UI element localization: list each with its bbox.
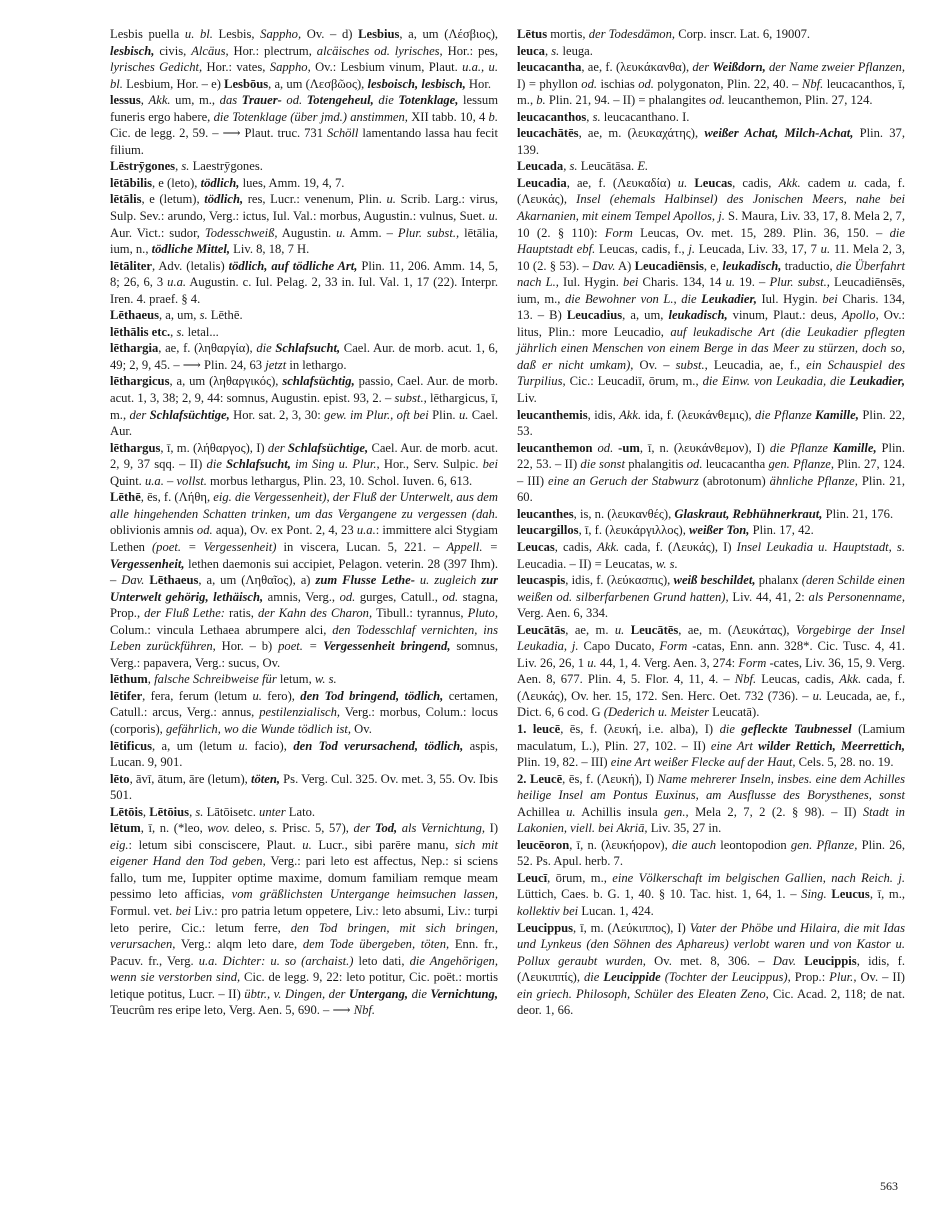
dictionary-entry-letificus: lētificus, a, um (letum u. facio), den Tod verursachend, tödlich, aspis, Lucan. 9, 901. [110,738,499,770]
dictionary-entry-lethargia: lēthargia, ae, f. (ληθαργία), die Schlafsucht, Cael. Aur. de morb. acut. 1, 6, 49; 2, 9, 45. – ⟶ Plin. 24, 63 jetzt in lethargo. [110,341,498,372]
dictionary-entry-lethe: Lēthē, ēs, f. (Λήθη, eig. die Vergessenheit), der Fluß der Unterwelt, aus dem alle hingehenden Schatten trinken, um das Vergangene zu vergessen (dah. oblivionis amnis od. aqua), Ov. ex Pont. 2, 4, 23 u.a.: immittere alci Stygiam Lethen (poet. = Vergessenheit) in viscera, Lucan. 5, 221. – Appell. = Vergessenheit, lethen daemonis sui accipiet, Pelagon. veterin. 28 (397 Ihm). – Dav. Lēthaeus, a, um (Ληθαῖος), a) zum Flusse Lethe- u. zugleich zur Unterwelt gehörig, lethäisch, amnis, Verg., od. gurges, Catull., od. stagna, Prop., der Fluß Lethe: ratis, der Kahn des Charon, Tibull.: tyrannus, Pluto, Colum.: vincula Lethaea abrumpere alci, den Todesschlaf vernichten, ins Leben zurückführen, Hor. – b) poet. = Vergessenheit bringend, somnus, Verg.: papavera, Verg.: sucus, Ov. [110,490,499,670]
dictionary-entry-leucada: Leucada, s. Leucātāsa. E. [517,159,649,174]
dictionary-entry-leucas: Leucas, cadis, Akk. cada, f. (Λευκάς), I) Insel Leukadia u. Hauptstadt, s. Leucadia. – II) = Leucatas, w. s. [517,539,905,571]
dictionary-entry-lethargus: lēthargus, ī, m. (λήθαργος), I) der Schlafsüchtige, Cael. Aur. de morb. acut. 2, 9, 37 sqq. – II) die Schlafsucht, im Sing u. Plur., Hor., Serv. Sulpic. bei Quint. u.a. – vollst. morbus lethargus, Plin. 23, 10. Schol. Iuven. 6, 613. [110,440,498,488]
dictionary-entry-letois: Lētōis, Lētōius, s. Lātōisetc. unter Lato. [110,804,316,819]
right-column [517,26,905,1019]
dictionary-entry-leuce1: 1. leucē, ēs, f. (λευκή, i.e. alba), I) die gefleckte Taubnessel (Lamium maculatum, L.), Plin. 27, 102. – II) eine Art wilder Rettich, Meerrettich, Plin. 19, 82. – III) eine Art weißer Flecke auf der Haut, Cels. 5, 28. no. 19. [517,721,905,770]
dictionary-entry-leucanthemis: leucanthemis, idis, Akk. ida, f. (λευκάνθεμις), die Pflanze Kamille, Plin. 22, 53. [517,407,905,439]
left-column [110,26,498,1019]
dictionary-entry-letifer: lētifer, fera, ferum (letum u. fero), den Tod bringend, tödlich, certamen, Catull.: arcus, Verg.: annus, pestilenzialisch, Verg.: morbus, Colum.: locus (corporis), gefährlich, wo die Wunde tödlich ist, Ov. [110,688,499,736]
dictionary-entry-leucacantha: leucacantha, ae, f. (λευκάκανθα), der Weißdorn, der Name zweier Pflanzen, I) = phyllon od. ischias od. polygonaton, Plin. 22, 40. – Nbf. leucacanthos, ī, m., b. Plin. 21, 94. – II) = phalangites od. leucanthemon, Plin. 27, 124. [517,60,905,108]
dictionary-entry-letum: lētum, ī, n. (*leo, wov. deleo, s. Prisc. 5, 57), der Tod, als Vernichtung, I) eig.: letum sibi consciscere, Plaut. u. Lucr., sibi parēre manu, sich mit eigener Hand den Tod geben, Verg.: pari leto est affectus, Nep.: si sciens fallo, tum me, Iuppiter optime maxime, domum familiam remque meam pessimo leto afficias, vom gräßlichsten Untergange heimsuchen lassen, Formul. vet. bei Liv.: pro patria letum oppetere, Liv.: leto absumi, Liv.: turpi leto perire, Cic.: letum ferre, den Tod bringen, mit sich bringen, verursachen, Verg.: alqm leto dare, dem Tode übergeben, töten, Enn. fr., Pacuv. fr., Verg. u.a. Dichter: u. so (archaist.) leto dati, die Angehörigen, wenn sie verstorben sind, Cic. de legg. 9, 22: leto potitur, Cic. poët.: mortis letique potitus, Lucr. – II) übtr., v. Dingen, der Untergang, die Vernichtung, Teucrûm res eripe leto, Verg. Aen. 5, 690. – ⟶ Nbf. [110,821,499,1018]
dictionary-entry-lethalis: lēthālis etc., s. letal... [110,324,219,339]
dictionary-entry-letaliter: lētāliter, Adv. (letalis) tödlich, auf tödliche Art, Plin. 11, 206. Amm. 14, 5, 8; 26, 6, 3 u.a. Augustin. c. Iul. Pelag. 2, 33 in. Iul. Val. 1, 17 (22). Interpr. Iren. 4. praef. § 4. [110,258,499,306]
dictionary-entry-letus: Lētus mortis, der Todesdämon, Corp. inscr. Lat. 6, 19007. [517,27,811,41]
page-number: 563 [880,1179,898,1193]
dictionary-entry-lethargicus: lēthargicus, a, um (ληθαργικός), schlafsüchtig, passio, Cael. Aur. de morb. acut. 1, 3, 38; 2, 9, 44: somnus, Augustin. epist. 93, 2. – subst., lēthargicus, ī, m., der Schlafsüchtige, Hor. sat. 2, 3, 30: gew. im Plur., oft bei Plin. u. Cael. Aur. [110,374,498,439]
dictionary-entry-leucippus: Leucippus, ī, m. (Λεύκιππος), I) Vater der Phöbe und Hilaira, die mit Idas und Lynkeus (den Söhnen des Aphareus) verlobt waren und von Kastor u. Pollux geraubt wurden, Ov. met. 8, 306. – Dav. Leucippis, idis, f. (Λευκιππίς), die Leucippide (Tochter der Leucippus), Prop.: Plur., Ov. – II) ein griech. Philosoph, Schüler des Eleaten Zeno, Cic. Acad. 2, 118; de nat. deor. 1, 66. [517,920,906,1018]
dictionary-entry-leucacanthos: leucacanthos, s. leucacanthano. I. [517,109,690,124]
dictionary-entry-lestrygones: Lēstrȳgones, s. Laestrȳgones. [110,159,263,174]
dictionary-entry-leto: lēto, āvī, ātum, āre (letum), töten, Ps. Verg. Cul. 325. Ov. met. 3, 55. Ov. Ibis 501. [110,771,498,803]
dictionary-entry-lessus: lessus, Akk. um, m., das Trauer- od. Totengeheul, die Totenklage, lessum funeris ergo habere, die Totenklage (über jmd.) anstimmen, XII tabb. 10, 4 b. Cic. de legg. 2, 59. – ⟶ Plaut. truc. 731 Schöll lamentando lassa hau fecit filium. [110,93,498,157]
dictionary-entry-leucaspis: leucaspis, idis, f. (λεύκασπις), weiß beschildet, phalanx (deren Schilde einen weißen od. silberfarbenen Grund hatten), Liv. 44, 41, 2: als Personenname, Verg. Aen. 6, 334. [517,573,905,621]
dictionary-entry-leucatas: Leucātās, ae, m. u. Leucātēs, ae, m. (Λευκάτας), Vorgebirge der Insel Leukadia, j. Capo Ducato, Form -catas, Enn. ann. 328*. Cic. Tusc. 4, 41. Liv. 26, 26, 1 u. 44, 1, 4. Verg. Aen. 3, 274: Form -cates, Liv. 36, 15, 9. Verg. Aen. 8, 677. Plin. 4, 5. Flor. 4, 11, 4. – Nbf. Leucas, cadis, Akk. cada, f. (Λευκάς), Ov. her. 15, 172. Sen. Herc. Oet. 732 (736). – u. Leucada, ae, f., Dict. 6, 6 cod. G (Dederich u. Meister Leucatā). [517,622,906,720]
dictionary-entry-leuci: Leucī, ōrum, m., eine Völkerschaft im belgischen Gallien, nach Reich. j. Lüttich, Caes. b. G. 1, 40. § 10. Tac. hist. 1, 64, 1. – Sing. Leucus, ī, m., kollektiv bei Lucan. 1, 424. [517,870,905,918]
dictionary-entry-leucadia: Leucadia, ae, f. (Λευκαδία) u. Leucas, cadis, Akk. cadem u. cada, f. (Λευκάς), Insel (ehemals Halbinsel) des Jonischen Meers, nahe bei Akarnanien, mit einem Tempel Apollos, j. S. Maura, Liv. 33, 17, 8. Mela 2, 7, 10 (2. § 110): Form Leucas, Ov. met. 15, 289. Plin. 36, 150. – die Hauptstadt ebf. Leucas, cadis, f., j. Leucada, Liv. 33, 17, 7 u. 11. Mela 2, 3, 10 (2. § 53). – Dav. A) Leucadiēnsis, e, leukadisch, traductio, die Überfahrt nach L., Iul. Hygin. bei Charis. 134, 14 u. 19. – Plur. subst., Leucadiēnsēs, ium, m., die Bewohner von L., die Leukadier, Iul. Hygin. bei Charis. 134, 13. – B) Leucadius, a, um, leukadisch, vinum, Plaut.: deus, Apollo, Ov.: litus, Plin.: more Leucadio, auf leukadische Art (die Leukadier pflegten jährlich einen Menschen von einem Berge in das Meer zu stürzen, doch so, daß er nicht umkam), Ov. – subst., Leucadia, ae, f., ein Schauspiel des Turpilius, Cic.: Leucadiī, ōrum, m., die Einw. von Leukadia, die Leukadier, Liv. [517,175,906,406]
dictionary-entry-leuca: leuca, s. leuga. [517,43,593,58]
dictionary-entry-leucanthemon: leucanthemon od. -um, ī, n. (λευκάνθεμον), I) die Pflanze Kamille, Plin. 22, 53. – II) die sonst phalangitis od. leucacantha gen. Pflanze, Plin. 27, 124. – III) eine an Geruch der Stabwurz (abrotonum) ähnliche Pflanze, Plin. 21, 60. [517,440,906,505]
dictionary-entry-letalis: lētālis, e (letum), tödlich, res, Lucr.: venenum, Plin. u. Scrib. Larg.: virus, Sulp. Sev.: arundo, Verg.: ictus, Iul. Val.: morbus, Augustin.: vulnus, Suet. u. Aur. Vict.: sudor, Todesschweiß, Augustin. u. Amm. – Plur. subst., lētālia, ium, n., tödliche Mittel, Liv. 8, 18, 7 H. [110,192,499,257]
dictionary-entry-leucachates: leucachātēs, ae, m. (λευκαχάτης), weißer Achat, Milch-Achat, Plin. 37, 139. [517,126,905,157]
dictionary-entry-leucargillos: leucargillos, ī, f. (λευκάργιλλος), weißer Ton, Plin. 17, 42. [517,523,814,538]
dictionary-entry-leucanthes: leucanthes, is, n. (λευκανθές), Glaskraut, Rebhühnerkraut, Plin. 21, 176. [517,506,894,521]
dictionary-entry-lesbis: Lesbis puella u. bl. Lesbis, Sappho, Ov. – d) Lesbius, a, um (Λέσβιος), lesbisch, civis, Alcäus, Hor.: plectrum, alcäisches od. lyrisches, Hor.: pes, lyrisches Gedicht, Hor.: vates, Sappho, Ov.: Lesbium vinum, Plaut. u.a., u. bl. Lesbium, Hor. – e) Lesbōus, a, um (Λεσβῶος), lesboisch, lesbisch, Hor. [110,27,499,91]
dictionary-entry-lethaeus: Lēthaeus, a, um, s. Lēthē. [110,308,243,323]
dictionary-entry-letabilis: lētābilis, e (leto), tödlich, lues, Amm. 19, 4, 7. [110,175,345,190]
dictionary-entry-lethum: lēthum, falsche Schreibweise für letum, w. s. [110,672,337,687]
dictionary-entry-leuce2: 2. Leucē, ēs, f. (Λευκή), I) Name mehrerer Inseln, insbes. eine dem Achilles heilige Insel am Pontus Euxinus, am Ausflusse des Borysthenes, sonst Achillea u. Achillis insula gen., Mela 2, 7, 2 (2. § 98). – II) Stadt in Lakonien, viell. bei Akriā, Liv. 35, 27 in. [517,771,905,836]
dictionary-entry-leuceoron: leucēoron, ī, n. (λευκήορον), die auch leontopodion gen. Pflanze, Plin. 26, 52. Ps. Apul. herb. 7. [517,837,905,869]
